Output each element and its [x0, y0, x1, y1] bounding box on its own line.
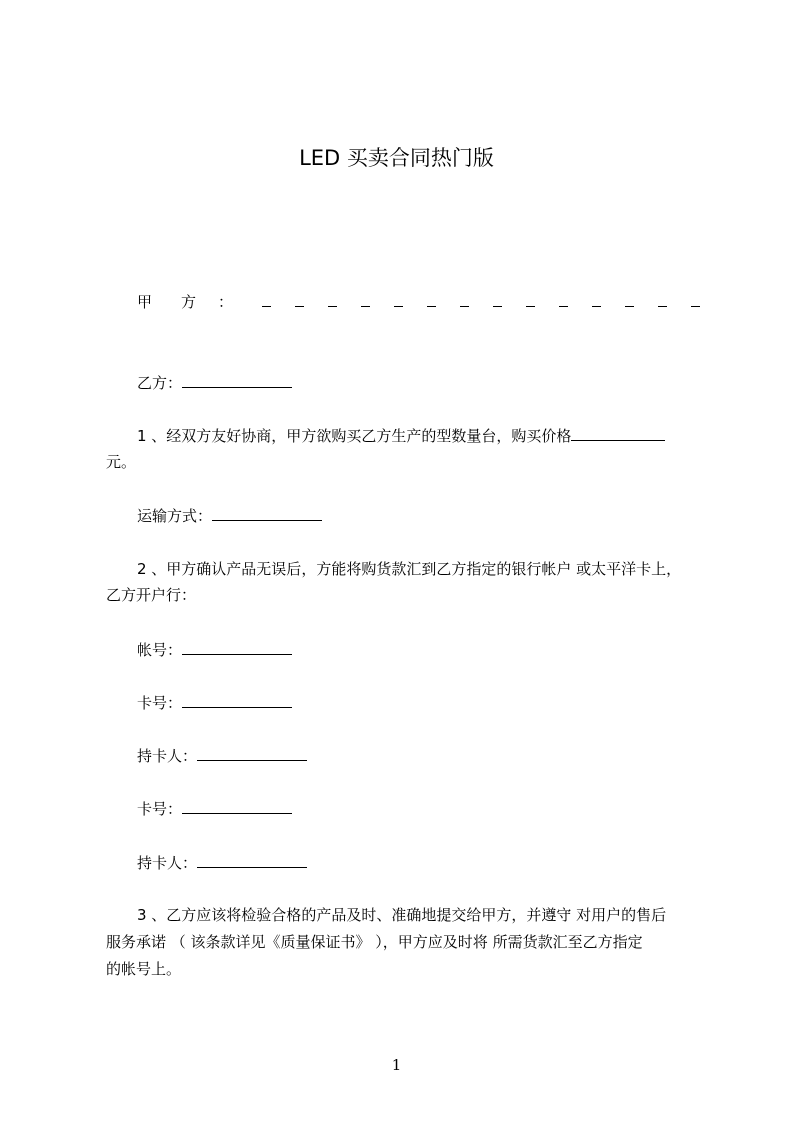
holder-blank-1 — [197, 746, 307, 761]
card-row-1 — [137, 693, 292, 712]
card-label-1: 卡号： — [137, 694, 183, 712]
account-blank — [182, 640, 292, 655]
account-row — [137, 640, 292, 659]
holder-row-1 — [137, 746, 307, 765]
party-a-char-2: 方 — [181, 293, 197, 311]
clause-2-line-2: 乙方开户行： — [106, 586, 197, 604]
page-number: 1 — [391, 1056, 402, 1074]
transport-row — [137, 506, 322, 525]
holder-row-2 — [137, 853, 307, 872]
party-a-colon: ： — [218, 293, 234, 311]
clause-1-line-2: 元。 — [106, 453, 137, 471]
card-blank-2 — [182, 799, 292, 814]
clause-1-text: 1 、经双方友好协商，甲方欲购买乙方生产的型数量台，购买价格 — [137, 427, 572, 445]
clause-3-line-2: 服务承诺 （ 该条款详见《质量保证书》 ），甲方应及时将 所需货款汇至乙方指定 — [106, 933, 643, 951]
clause-1-line-1 — [137, 426, 665, 445]
clause-2-line-1: 2 、甲方确认产品无误后，方能将购货款汇到乙方指定的银行帐户 或太平洋卡上， — [137, 560, 682, 578]
clause-3-line-3: 的帐号上。 — [106, 960, 182, 978]
account-label: 帐号： — [137, 641, 183, 659]
party-b-blank — [182, 373, 292, 388]
holder-label-2: 持卡人： — [137, 854, 198, 872]
card-row-2 — [137, 799, 292, 818]
party-b-label: 乙方： — [137, 374, 183, 392]
clause-3-line-1: 3 、乙方应该将检验合格的产品及时、准确地提交给甲方，并遵守 对用户的售后 — [137, 906, 667, 924]
transport-label: 运输方式： — [137, 507, 213, 525]
holder-label-1: 持卡人： — [137, 747, 198, 765]
document-title: LED 买卖合同热门版 — [299, 146, 494, 170]
card-blank-1 — [182, 693, 292, 708]
party-a-char-1: 甲 — [137, 293, 153, 311]
party-b-row — [137, 373, 292, 392]
price-blank — [571, 426, 665, 441]
card-label-2: 卡号： — [137, 800, 183, 818]
transport-blank — [212, 506, 322, 521]
party-a-blank — [262, 294, 702, 312]
holder-blank-2 — [197, 853, 307, 868]
